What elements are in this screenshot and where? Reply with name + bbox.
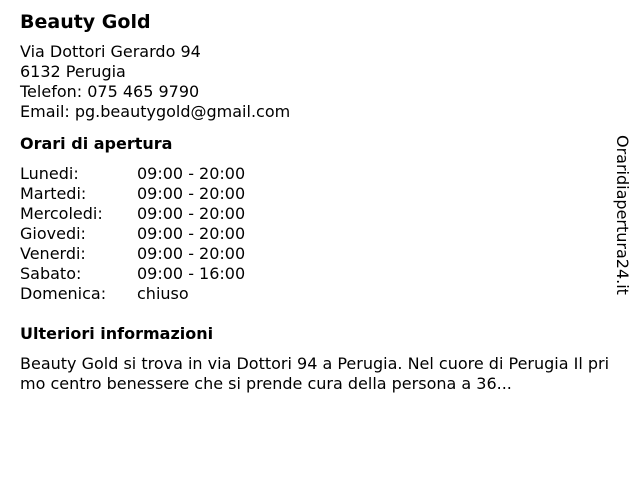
hours-row-wednesday [20, 204, 245, 224]
city-postcode: 6132 Perugia [20, 62, 126, 81]
business-card [20, 10, 610, 394]
phone-number: Telefon: 075 465 9790 [20, 82, 200, 101]
business-name: Beauty Gold [20, 11, 151, 33]
street-address: Via Dottori Gerardo 94 [20, 42, 201, 61]
hours-row-monday [20, 164, 245, 184]
day-label: Mercoledi: [20, 204, 103, 223]
hours-row-saturday [20, 264, 245, 284]
time-range: 09:00 - 20:00 [137, 184, 246, 203]
site-watermark: Oraridiapertura24.it [613, 135, 632, 295]
hours-row-sunday [20, 284, 245, 304]
time-range: 09:00 - 20:00 [137, 244, 246, 263]
hours-row-friday [20, 244, 245, 264]
more-info-text: Beauty Gold si trova in via Dottori 94 a Perugia. Nel cuore di Perugia Il primo centro benessere che si prende cura della persona a 36... [20, 354, 610, 393]
hours-row-tuesday [20, 184, 245, 204]
more-info-heading: Ulteriori informazioni [20, 324, 214, 343]
opening-hours-table [20, 164, 245, 304]
time-range: chiuso [137, 284, 189, 303]
day-label: Venerdi: [20, 244, 86, 263]
email-address: Email: pg.beautygold@gmail.com [20, 102, 291, 121]
hours-row-thursday [20, 224, 245, 244]
time-range: 09:00 - 16:00 [137, 264, 246, 283]
day-label: Martedi: [20, 184, 87, 203]
day-label: Giovedi: [20, 224, 86, 243]
time-range: 09:00 - 20:00 [137, 164, 246, 183]
time-range: 09:00 - 20:00 [137, 224, 246, 243]
day-label: Domenica: [20, 284, 107, 303]
time-range: 09:00 - 20:00 [137, 204, 246, 223]
opening-hours-heading: Orari di apertura [20, 134, 173, 153]
day-label: Lunedi: [20, 164, 79, 183]
contact-block [20, 42, 610, 122]
day-label: Sabato: [20, 264, 82, 283]
